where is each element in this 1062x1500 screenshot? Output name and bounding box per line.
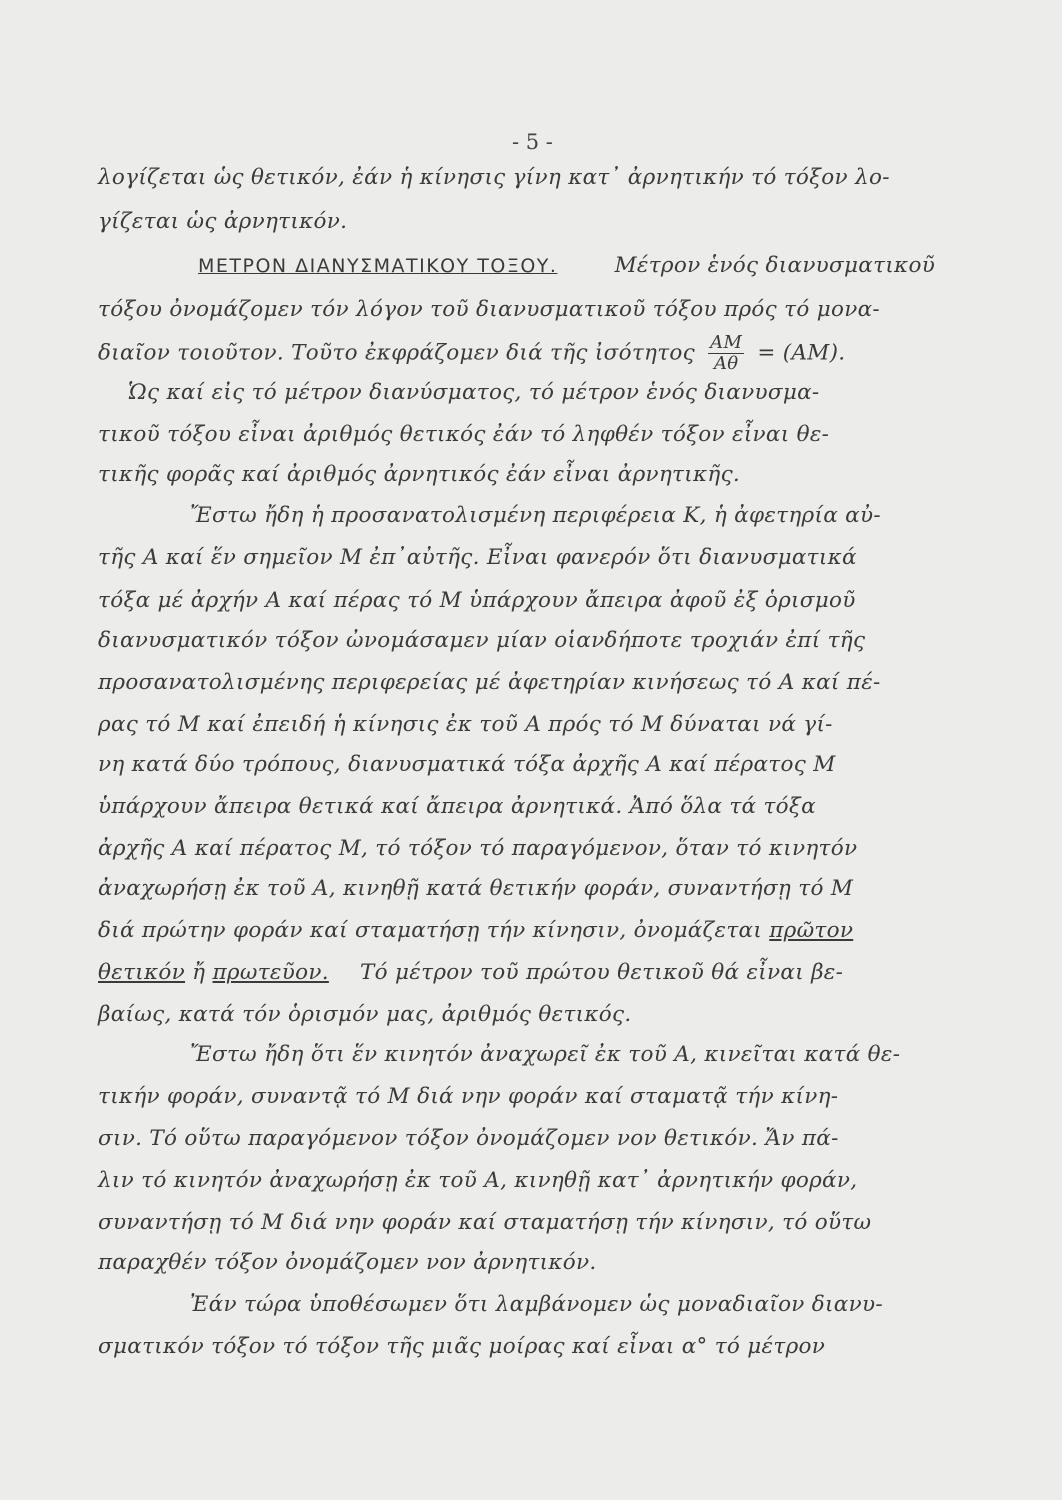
text-line: ἀρχῆς Α καί πέρατος Μ, τό τόξον τό παραγόμενον, ὅταν τό κινητόν bbox=[98, 836, 858, 861]
text-line: Ἔστω ἤδη ὅτι ἕν κινητόν ἀναχωρεῖ ἐκ τοῦ Α, κινεῖται κατά θε- bbox=[190, 1042, 901, 1067]
text-line: Ὡς καί εἰς τό μέτρον διανύσματος, τό μέτρον ἑνός διανυσμα- bbox=[128, 380, 820, 405]
text-line: Ἐάν τώρα ὑποθέσωμεν ὅτι λαμβάνομεν ὡς μοναδιαῖον διανυ- bbox=[190, 1292, 883, 1317]
fraction-denominator: Αθ bbox=[713, 353, 739, 374]
text-line: συναντήσῃ τό Μ διά νην φοράν καί σταματήσῃ τήν κίνησιν, τό οὕτω bbox=[98, 1210, 872, 1235]
section-heading: ΜΕΤΡΟΝ ΔΙΑΝΥΣΜΑΤΙΚΟΥ ΤΟΞΟΥ. bbox=[198, 255, 558, 277]
text-line: λογίζεται ὡς θετικόν, ἐάν ἡ κίνησις γίνη κατ᾽ ἀρνητικήν τό τόξον λο- bbox=[98, 165, 890, 190]
formula-rhs: = (ΑM). bbox=[757, 340, 846, 366]
text-fragment: Μέτρον ἑνός διανυσματικοῦ bbox=[614, 253, 936, 278]
text-line bbox=[98, 918, 853, 943]
text-line: τόξου ὀνομάζομεν τόν λόγον τοῦ διανυσματικοῦ τόξου πρός τό μονα- bbox=[98, 297, 880, 322]
text-line: τικήν φοράν, συναντᾷ τό Μ διά νην φοράν καί σταματᾷ τήν κίνη- bbox=[98, 1084, 839, 1109]
page-number: - 5 - bbox=[512, 130, 553, 154]
arc-ratio-fraction bbox=[708, 333, 744, 374]
section-heading-line bbox=[98, 253, 935, 278]
text-line: σματικόν τόξον τό τόξον τῆς μιᾶς μοίρας καί εἶναι α° τό μέτρον bbox=[98, 1334, 826, 1359]
text-line: νη κατά δύο τρόπους, διανυσματικά τόξα ἀρχῆς Α καί πέρατος Μ bbox=[98, 752, 836, 777]
text-fragment: διά πρώτην φοράν καί σταματήσῃ τήν κίνησιν, ὀνομάζεται bbox=[98, 918, 763, 943]
underlined-term: πρῶτον bbox=[769, 918, 854, 943]
text-fragment: διαῖον τοιοῦτον. Τοῦτο ἐκφράζομεν διά τῆς ἰσότητος bbox=[98, 340, 696, 366]
text-fragment: Τό μέτρον τοῦ πρώτου θετικοῦ θά εἶναι βε- bbox=[360, 960, 844, 985]
text-line: διανυσματικόν τόξον ὠνομάσαμεν μίαν οἱανδήποτε τροχιάν ἐπί τῆς bbox=[98, 628, 866, 653]
text-line: γίζεται ὡς ἀρνητικόν. bbox=[98, 209, 348, 234]
text-line: τικοῦ τόξου εἶναι ἀριθμός θετικός ἐάν τό ληφθέν τόξον εἶναι θε- bbox=[98, 422, 830, 447]
formula-line bbox=[98, 333, 845, 374]
text-line: παραχθέν τόξον ὀνομάζομεν νον ἀρνητικόν. bbox=[98, 1250, 597, 1275]
text-line bbox=[98, 960, 843, 985]
text-line: σιν. Τό οὕτω παραγόμενον τόξον ὀνομάζομεν νον θετικόν. Ἄν πά- bbox=[98, 1126, 839, 1151]
text-line: τικῆς φορᾶς καί ἀριθμός ἀρνητικός ἐάν εἶναι ἀρνητικῆς. bbox=[98, 462, 741, 487]
text-line: λιν τό κινητόν ἀναχωρήσῃ ἐκ τοῦ Α, κινηθῇ κατ᾽ ἀρνητικήν φοράν, bbox=[98, 1168, 858, 1193]
text-fragment: ἤ bbox=[192, 960, 206, 985]
text-line: βαίως, κατά τόν ὁρισμόν μας, ἀριθμός θετικός. bbox=[98, 1002, 632, 1027]
fraction-numerator: ΑM bbox=[710, 332, 743, 353]
underlined-term: θετικόν bbox=[98, 960, 186, 985]
text-line: τόξα μέ ἀρχήν Α καί πέρας τό Μ ὑπάρχουν ἄπειρα ἀφοῦ ἐξ ὁρισμοῦ bbox=[98, 588, 856, 613]
text-line: προσανατολισμένης περιφερείας μέ ἀφετηρίαν κινήσεως τό Α καί πέ- bbox=[98, 670, 881, 695]
text-line: ὑπάρχουν ἄπειρα θετικά καί ἄπειρα ἀρνητικά. Ἀπό ὅλα τά τόξα bbox=[98, 794, 816, 819]
underlined-term: πρωτεῦον. bbox=[212, 960, 329, 985]
text-line: τῆς Α καί ἕν σημεῖον Μ ἐπ᾽αὐτῆς. Εἶναι φανερόν ὅτι διανυσματικά bbox=[98, 545, 857, 570]
text-line: Ἔστω ἤδη ἡ προσανατολισμένη περιφέρεια Κ, ἡ ἀφετηρία αὐ- bbox=[190, 503, 881, 528]
text-line: ρας τό Μ καί ἐπειδή ἡ κίνησις ἐκ τοῦ Α πρός τό Μ δύναται νά γί- bbox=[98, 712, 833, 737]
text-line: ἀναχωρήσῃ ἐκ τοῦ Α, κινηθῇ κατά θετικήν φοράν, συναντήσῃ τό Μ bbox=[98, 876, 854, 901]
